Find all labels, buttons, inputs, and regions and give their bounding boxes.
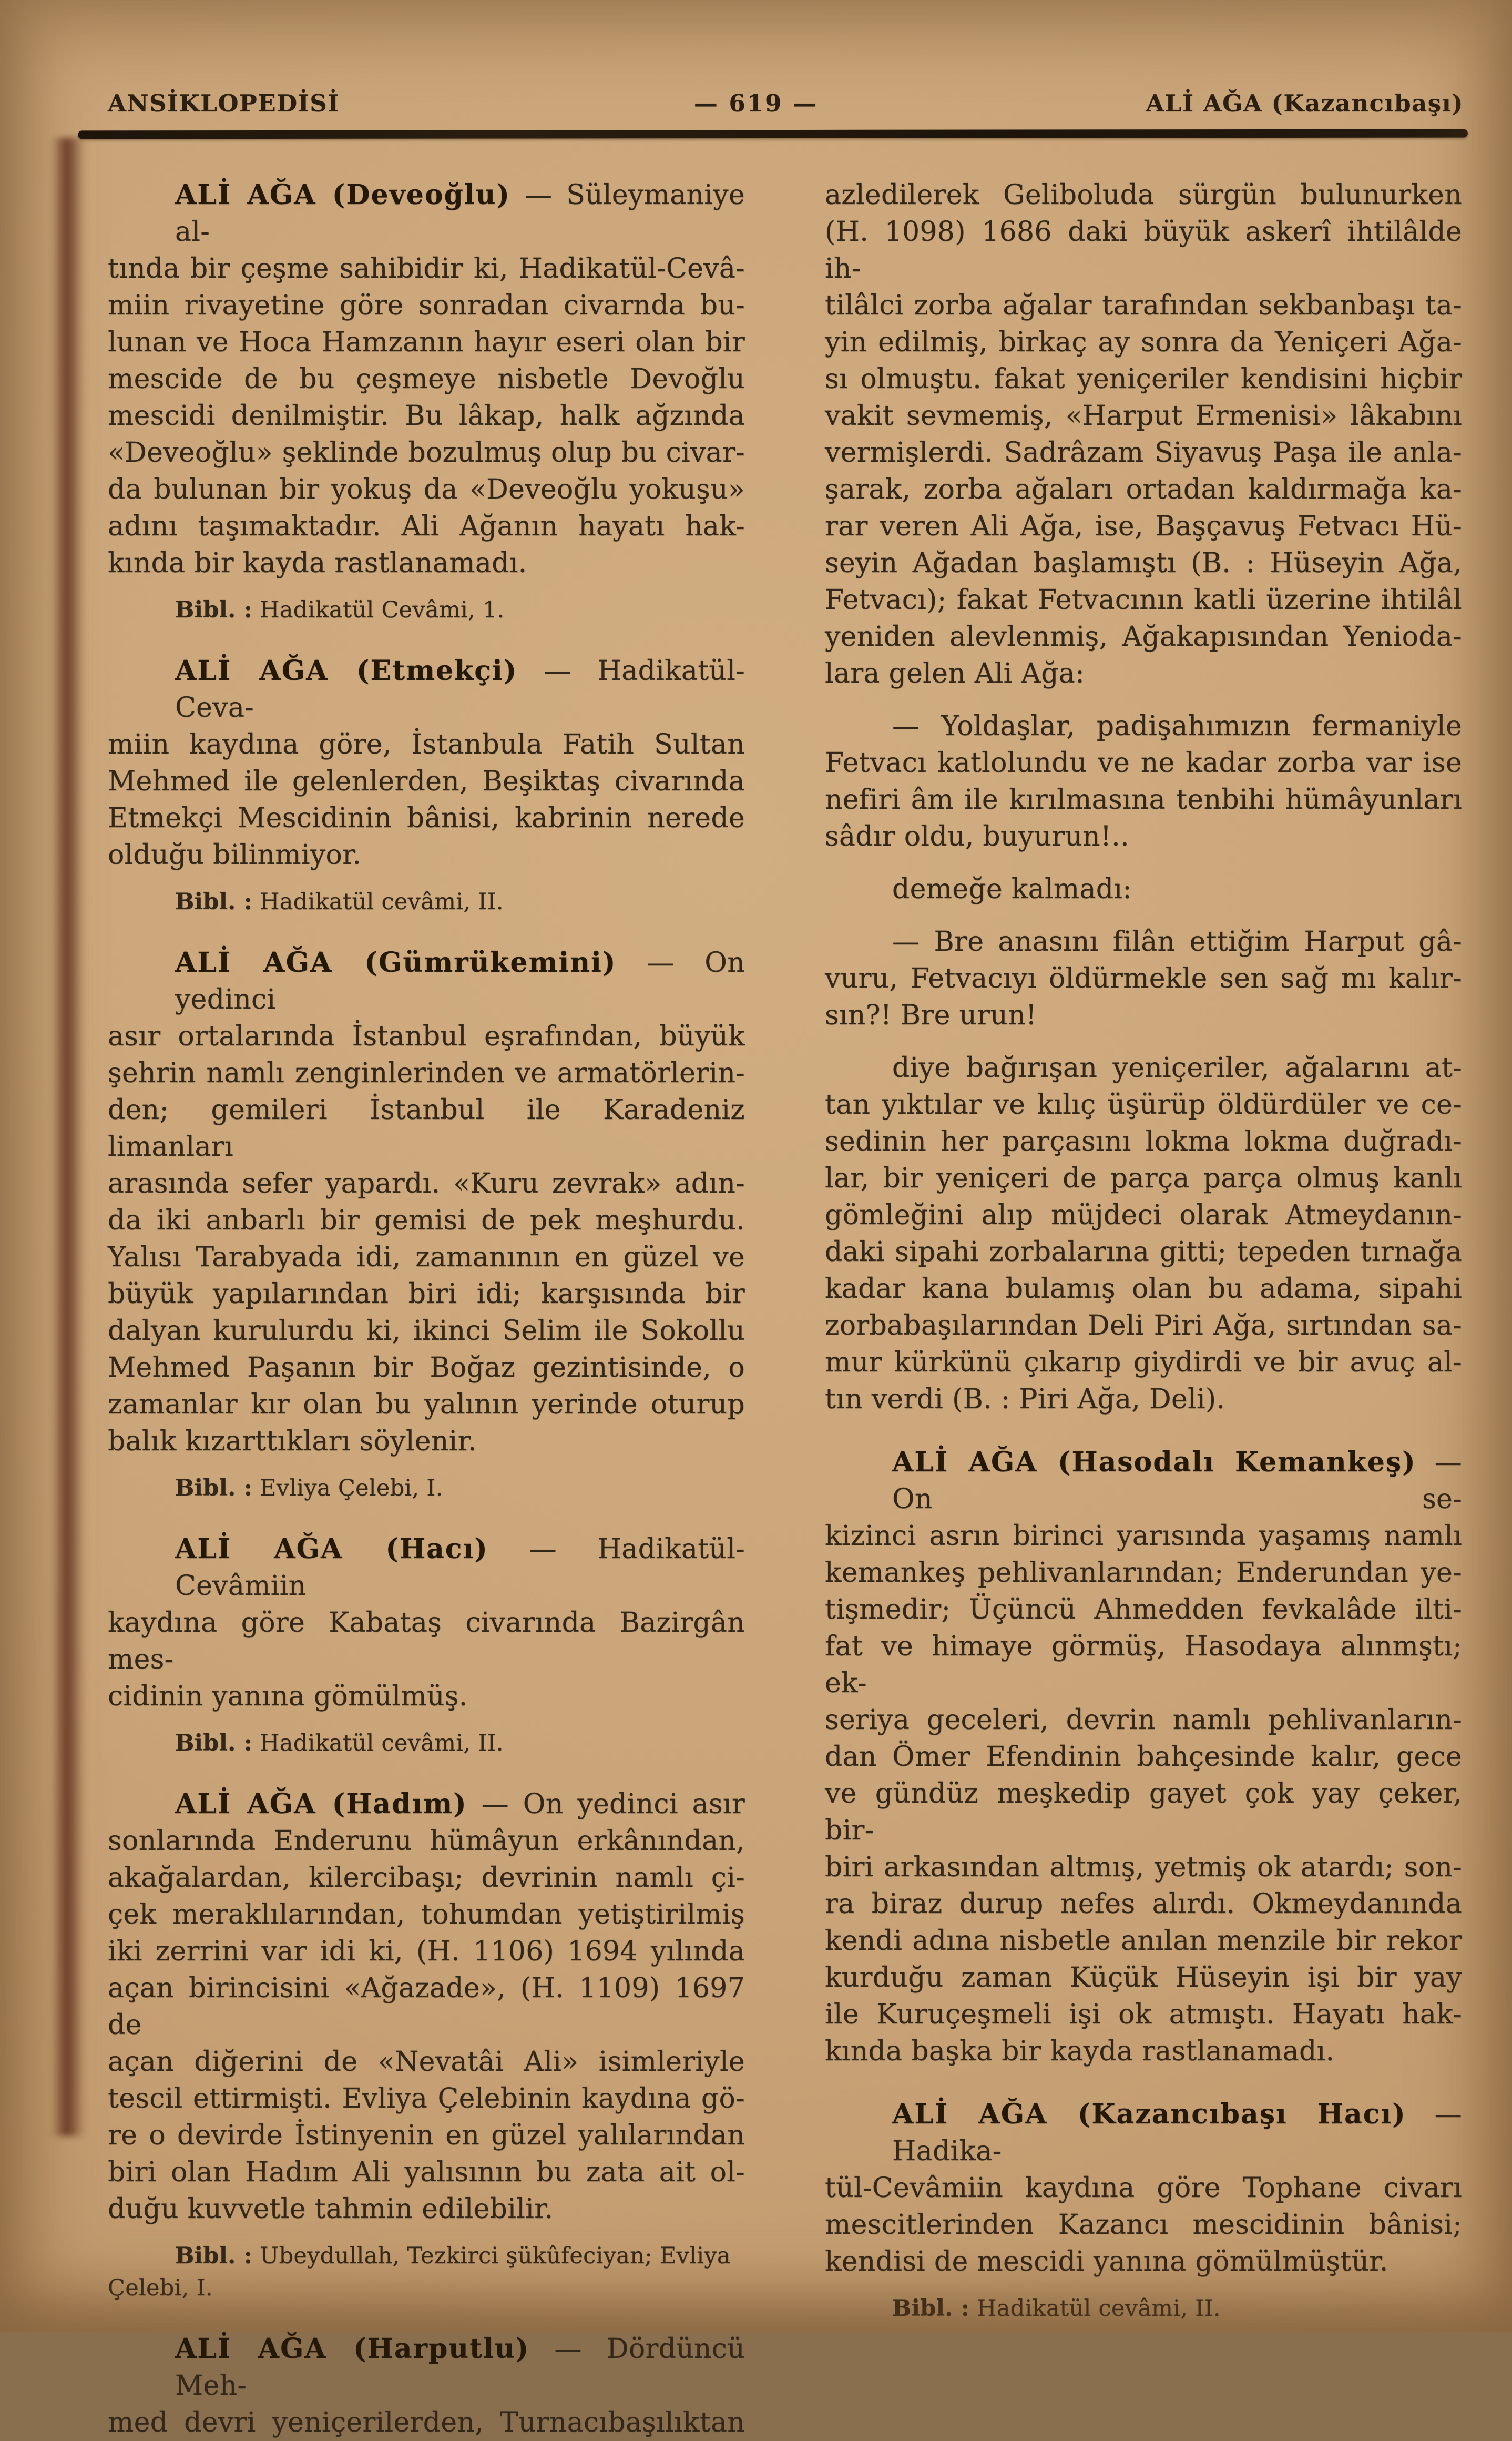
entry-title: ALİ AĞA (Harputlu) <box>175 2333 530 2365</box>
text-line: şehrin namlı zenginlerinden ve armatörlerin- <box>108 1057 745 1089</box>
text-line: ALİ AĞA (Hasodalı Kemankeş) — On se- <box>892 1446 1462 1515</box>
text-line: lar, bir yeniçeri de parça parça olmuş kanlı <box>825 1163 1462 1194</box>
text-line: mescidi denilmiştir. Bu lâkap, halk ağzında <box>108 400 745 432</box>
text-line: açan birincisini «Ağazade», (H. 1109) 1697 de <box>108 1972 745 2041</box>
text-line: şarak, zorba ağaları ortadan kaldırmağa ka- <box>825 474 1462 505</box>
text-line: yeniden alevlenmiş, Ağakapısından Yenioda- <box>825 621 1462 653</box>
entry-title: ALİ AĞA (Etmekçi) <box>175 655 518 687</box>
text-line: kaydına göre Kabataş civarında Bazirgân mes- <box>108 1607 745 1675</box>
bibl-label: Bibl. : <box>175 1730 252 1756</box>
header-rule <box>78 129 1468 139</box>
text-line: demeğe kalmadı: <box>892 873 1132 905</box>
text-line: Mehmed ile gelenlerden, Beşiktaş civarında <box>108 766 745 797</box>
text-line: Etmekçi Mescidinin bânisi, kabrinin nerede <box>108 802 745 834</box>
text-line: sâdır oldu, buyurun!.. <box>825 821 1129 852</box>
text-line: kendi adına nisbetle anılan menzile bir rekor <box>825 1925 1462 1957</box>
text-line: miin kaydına göre, İstanbula Fatih Sultan <box>108 729 745 760</box>
text-line: kadar kana bulamış olan bu adama, sipahi <box>825 1273 1462 1305</box>
text-line: Bibl. : Hadikatül cevâmi, II. <box>175 889 504 915</box>
text-line: miin rivayetine göre sonradan civarnda bu- <box>108 290 745 321</box>
text-line: «Deveoğlu» şeklinde bozulmuş olup bu civar- <box>108 437 745 469</box>
text-line: — Yoldaşlar, padişahımızın fermaniyle <box>892 710 1462 742</box>
text-line: zorbabaşılarından Deli Piri Ağa, sırtından sa- <box>825 1310 1462 1341</box>
entry-title: ALİ AĞA (Hadım) <box>175 1788 467 1820</box>
text-line: rar veren Ali Ağa, ise, Başçavuş Fetvacı Hü- <box>825 511 1462 542</box>
running-title-left: ANSİKLOPEDİSİ <box>108 89 340 117</box>
text-line: Bibl. : Evliya Çelebi, I. <box>175 1475 443 1501</box>
text-line: med devri yeniçerilerden, Turnacıbaşılıktan <box>108 2407 745 2438</box>
text-line: ALİ AĞA (Hacı) — Hadikatül-Cevâmiin <box>175 1533 745 1602</box>
text-line: sonlarında Enderunu hümâyun erkânından, <box>108 1825 745 1857</box>
text-line: açan diğerini de «Nevatâi Ali» isimleriyle <box>108 2046 745 2078</box>
text-line: da iki anbarlı bir gemisi de pek meşhurdu. <box>108 1205 745 1236</box>
text-line: Çelebi, I. <box>108 2275 213 2301</box>
entry-block <box>108 1786 745 2228</box>
text-line: Bibl. : Hadikatül Cevâmi, 1. <box>175 597 505 623</box>
text-line: (H. 1098) 1686 daki büyük askerî ihtilâlde ih- <box>825 216 1462 284</box>
text-line: dalyan kurulurdu ki, ikinci Selim ile Sokollu <box>108 1315 745 1347</box>
text-line: tında bir çeşme sahibidir ki, Hadikatül-Cevâ- <box>108 253 745 284</box>
text-line: seyin Ağadan başlamıştı (B. : Hüseyin Ağa, <box>825 547 1462 579</box>
text-line: nefiri âm ile kırılmasına tenbihi hümâyunları <box>825 784 1462 816</box>
text-line: dan Ömer Efendinin bahçesinde kalır, gece <box>825 1741 1462 1773</box>
text-line: gömleğini alıp müjdeci olarak Atmeydanın- <box>825 1199 1462 1231</box>
cont-block <box>825 177 1462 692</box>
text-line: ALİ AĞA (Deveoğlu) — Süleymaniye al- <box>175 179 745 248</box>
text-line: seriya geceleri, devrin namlı pehlivanların- <box>825 1704 1462 1736</box>
bibl-label: Bibl. : <box>175 2243 252 2269</box>
text-line: vakit sevmemiş, «Harput Ermenisi» lâkabını <box>825 400 1462 432</box>
bibl-label: Bibl. : <box>175 597 252 623</box>
text-line: tişmedir; Üçüncü Ahmedden fevkalâde ilti- <box>825 1594 1462 1625</box>
bibl-block <box>108 1472 745 1504</box>
page-body <box>108 177 1462 2441</box>
text-line: daki sipahi zorbalarına gitti; tepeden tırnağa <box>825 1236 1462 1268</box>
text-line: Bibl. : Hadikatül cevâmi, II. <box>892 2295 1221 2322</box>
text-line: azledilerek Geliboluda sürgün bulunurken <box>825 179 1462 211</box>
text-line: Fetvacı katlolundu ve ne kadar zorba var ise <box>825 747 1462 779</box>
text-line: kurduğu zaman Küçük Hüseyin işi bir yay <box>825 1962 1462 1994</box>
text-line: duğu kuvvetle tahmin edilebilir. <box>108 2193 554 2225</box>
text-line: vuru, Fetvacıyı öldürmekle sen sağ mı kalır- <box>825 963 1462 994</box>
page-gutter-shadow <box>52 138 85 2136</box>
text-line: mescitlerinden Kazancı mescidinin bânisi; <box>825 2209 1462 2241</box>
text-line: re o devirde İstinyenin en güzel yalılarından <box>108 2120 745 2151</box>
column-right <box>825 177 1462 2441</box>
text-line: kında bir kayda rastlanamadı. <box>108 547 527 579</box>
para-block <box>825 871 1462 908</box>
bibl-block <box>108 1727 745 1759</box>
bibl-block <box>108 886 745 918</box>
para-block <box>825 708 1462 855</box>
text-line: mur kürkünü çıkarıp giydirdi ve bir avuç al- <box>825 1347 1462 1378</box>
text-line: balık kızarttıkları söylenir. <box>108 1426 477 1457</box>
text-line: Mehmed Paşanın bir Boğaz gezintisinde, o <box>108 1352 745 1384</box>
entry-title: ALİ AĞA (Deveoğlu) <box>175 179 511 211</box>
text-line: adını taşımaktadır. Ali Ağanın hayatı hak- <box>108 511 745 542</box>
text-line: akağalardan, kilercibaşı; devrinin namlı çi- <box>108 1862 745 1894</box>
bibl-block <box>108 2240 745 2304</box>
text-line: kendisi de mescidi yanına gömülmüştür. <box>825 2246 1388 2277</box>
text-line: ra biraz durup nefes alırdı. Okmeydanında <box>825 1888 1462 1920</box>
entry-block <box>108 1531 745 1715</box>
text-line: arasında sefer yapardı. «Kuru zevrak» adın- <box>108 1168 745 1199</box>
text-line: Bibl. : Ubeydullah, Tezkirci şükûfeciyan; Evliya <box>175 2243 731 2269</box>
entry-title: ALİ AĞA (Gümrükemini) <box>175 947 617 979</box>
page-number: — 619 — <box>693 89 819 117</box>
column-left <box>108 177 745 2441</box>
text-line: ALİ AĞA (Hadım) — On yedinci asır <box>175 1788 745 1820</box>
text-line: kemankeş pehlivanlarından; Enderundan ye- <box>825 1557 1462 1589</box>
text-line: kizinci asrın birinci yarısında yaşamış namlı <box>825 1520 1462 1552</box>
entry-block <box>108 944 745 1460</box>
text-line: büyük yapılarından biri idi; karşısında bir <box>108 1278 745 1310</box>
text-line: sı olmuştu. fakat yeniçeriler kendisini hiçbir <box>825 363 1462 395</box>
para-block <box>825 923 1462 1034</box>
text-line: ALİ AĞA (Harputlu) — Dördüncü Meh- <box>175 2333 745 2402</box>
text-line: den; gemileri İstanbul ile Karadeniz limanları <box>108 1094 745 1163</box>
text-line: fat ve himaye görmüş, Hasodaya alınmştı; ek- <box>825 1631 1462 1699</box>
text-line: lunan ve Hoca Hamzanın hayır eseri olan bir <box>108 327 745 358</box>
entry-block <box>108 177 745 582</box>
running-title-right: ALİ AĞA (Kazancıbaşı) <box>1146 89 1464 117</box>
text-line: asır ortalarında İstanbul eşrafından, büyük <box>108 1021 745 1052</box>
text-line: yin edilmiş, birkaç ay sonra da Yeniçeri Ağa- <box>825 327 1462 358</box>
entry-block <box>825 2096 1462 2280</box>
text-line: biri olan Hadım Ali yalısının bu zata ait ol- <box>108 2157 745 2188</box>
text-line: tın verdi (B. : Piri Ağa, Deli). <box>825 1384 1225 1415</box>
entry-block <box>108 2331 745 2441</box>
text-line: kında başka bir kayda rastlanamadı. <box>825 2036 1335 2067</box>
text-line: iki zerrini var idi ki, (H. 1106) 1694 yılında <box>108 1936 745 1967</box>
text-line: ile Kuruçeşmeli işi ok atmıştı. Hayatı hak- <box>825 1999 1462 2030</box>
text-line: tilâlci zorba ağalar tarafından sekbanbaşı ta- <box>825 290 1462 321</box>
para-block <box>825 1050 1462 1418</box>
entry-block <box>108 653 745 873</box>
entry-title: ALİ AĞA (Hacı) <box>175 1533 488 1565</box>
text-line: çek meraklılarından, tohumdan yetiştirilmiş <box>108 1899 745 1930</box>
entry-block <box>825 1444 1462 2070</box>
text-line: tescil ettirmişti. Evliya Çelebinin kaydına gö- <box>108 2083 745 2114</box>
text-line: sın?! Bre urun! <box>825 1000 1037 1031</box>
text-line: ALİ AĞA (Etmekçi) — Hadikatül-Ceva- <box>175 655 745 724</box>
text-line: ALİ AĞA (Gümrükemini) — On yedinci <box>175 947 745 1015</box>
bibl-block <box>108 594 745 626</box>
text-line: — Bre anasını filân ettiğim Harput gâ- <box>892 926 1462 958</box>
text-line: olduğu bilinmiyor. <box>108 839 362 871</box>
text-line: sedinin her parçasını lokma lokma duğradı- <box>825 1126 1462 1157</box>
bibl-label: Bibl. : <box>175 889 252 915</box>
text-line: Bibl. : Hadikatül cevâmi, II. <box>175 1730 504 1756</box>
text-line: vermişlerdi. Sadrâzam Siyavuş Paşa ile anla- <box>825 437 1462 469</box>
text-line: ALİ AĞA (Kazancıbaşı Hacı) — Hadika- <box>892 2098 1462 2167</box>
text-line: mescide de bu çeşmeye nisbetle Devoğlu <box>108 363 745 395</box>
bibl-label: Bibl. : <box>892 2295 969 2322</box>
text-line: Fetvacı); fakat Fetvacının katli üzerine ihtilâl <box>825 584 1462 616</box>
text-line: da bulunan bir yokuş da «Deveoğlu yokuşu» <box>108 474 745 505</box>
text-line: biri arkasından altmış, yetmiş ok atardı; son- <box>825 1852 1462 1883</box>
bibl-block <box>825 2293 1462 2325</box>
text-line: diye bağırışan yeniçeriler, ağalarını at- <box>892 1052 1462 1084</box>
text-line: ve gündüz meşkedip gayet çok yay çeker, bir- <box>825 1778 1462 1846</box>
bibl-label: Bibl. : <box>175 1475 252 1501</box>
text-line: Yalısı Tarabyada idi, zamanının en güzel ve <box>108 1242 745 1273</box>
text-line: cidinin yanına gömülmüş. <box>108 1681 468 1712</box>
text-line: tan yıktılar ve kılıç üşürüp öldürdüler ve ce- <box>825 1089 1462 1121</box>
entry-title: ALİ AĞA (Hasodalı Kemankeş) <box>892 1446 1416 1478</box>
entry-title: ALİ AĞA (Kazancıbaşı Hacı) <box>892 2098 1406 2130</box>
text-line: zamanlar kır olan bu yalının yerinde oturup <box>108 1389 745 1420</box>
text-line: tül-Cevâmiin kaydına göre Tophane civarı <box>825 2172 1462 2204</box>
text-line: lara gelen Ali Ağa: <box>825 658 1085 689</box>
